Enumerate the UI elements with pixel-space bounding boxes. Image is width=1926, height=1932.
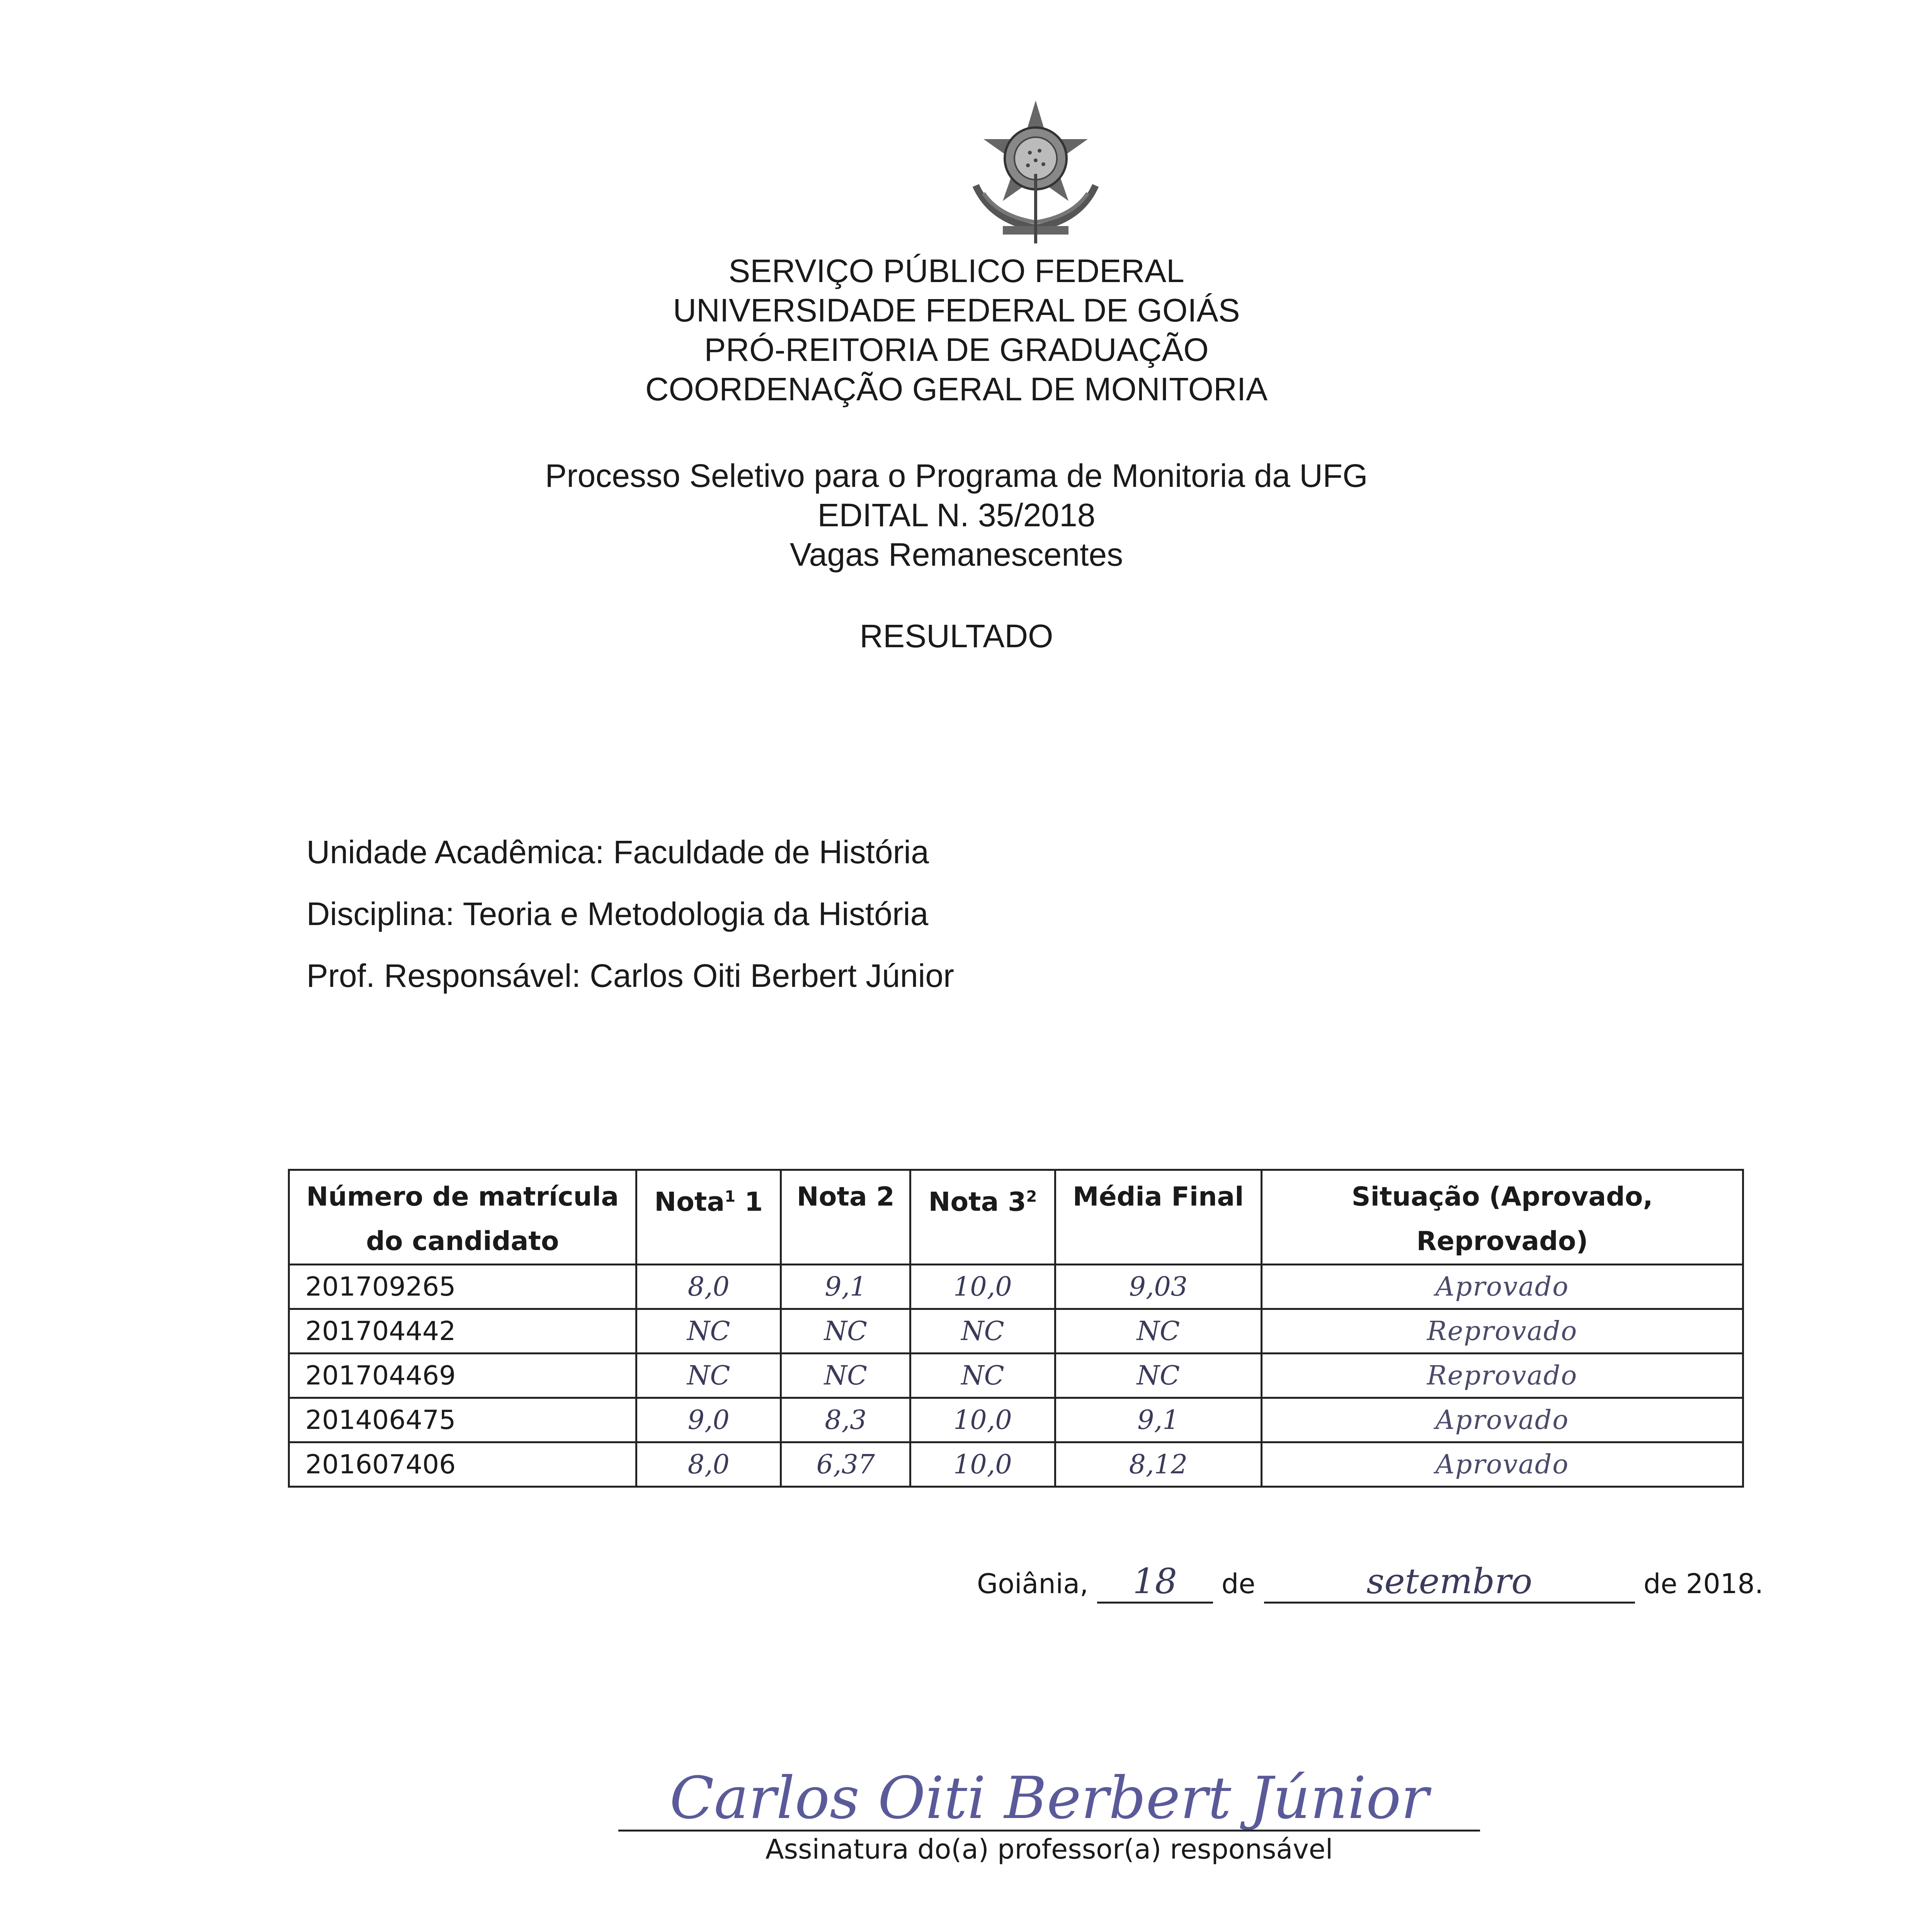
disciplina: Disciplina: Teoria e Metodologia da História: [306, 896, 929, 932]
header-nota3-label: Nota 3: [928, 1187, 1026, 1218]
cell-matricula: 201709265: [289, 1265, 636, 1309]
footnote-ref-2: 2: [1026, 1188, 1037, 1206]
cell-nota3: 10,0: [910, 1398, 1055, 1442]
table-row: [289, 1398, 1743, 1442]
header-situacao: Situação (Aprovado, Reprovado): [1261, 1170, 1743, 1265]
cell-matricula: 201704442: [289, 1309, 636, 1354]
table-row: [289, 1309, 1743, 1354]
date-month: setembro: [1366, 1561, 1533, 1602]
professor-responsavel: Prof. Responsável: Carlos Oiti Berbert Júnior: [306, 957, 954, 994]
cell-nota1: NC: [636, 1354, 781, 1398]
cell-nota3: 10,0: [910, 1265, 1055, 1309]
process-title: Processo Seletivo para o Programa de Monitoria da UFG: [545, 457, 1368, 494]
cell-matricula: 201607406: [289, 1442, 636, 1487]
cell-nota2: 8,3: [781, 1398, 910, 1442]
handwritten-signature: [618, 1762, 1480, 1830]
cell-situacao: Aprovado: [1261, 1265, 1743, 1309]
date-line: [977, 1561, 1763, 1604]
cell-nota3: 10,0: [910, 1442, 1055, 1487]
cell-nota2: 6,37: [781, 1442, 910, 1487]
date-month-blank: [1264, 1561, 1635, 1604]
cell-situacao: Reprovado: [1261, 1354, 1743, 1398]
process-info: [464, 456, 1449, 574]
cell-nota3: NC: [910, 1354, 1055, 1398]
cell-nota3: NC: [910, 1309, 1055, 1354]
cell-matricula: 201406475: [289, 1398, 636, 1442]
cell-media: 9,1: [1055, 1398, 1261, 1442]
coat-of-arms-emblem: [953, 97, 1119, 247]
cell-situacao: Aprovado: [1261, 1398, 1743, 1442]
cell-nota1: NC: [636, 1309, 781, 1354]
cell-media: 8,12: [1055, 1442, 1261, 1487]
header-nota1-label: Nota: [654, 1187, 725, 1218]
edital-number: EDITAL N. 35/2018: [817, 497, 1096, 533]
footnote-ref-1: 1: [725, 1188, 736, 1206]
table-row: [289, 1354, 1743, 1398]
cell-situacao: Aprovado: [1261, 1442, 1743, 1487]
cell-media: NC: [1055, 1309, 1261, 1354]
signature-line: [618, 1830, 1480, 1832]
header-line-3: PRÓ-REITORIA DE GRADUAÇÃO: [704, 332, 1209, 368]
cell-nota2: NC: [781, 1354, 910, 1398]
header-line-1: SERVIÇO PÚBLICO FEDERAL: [728, 253, 1184, 289]
cell-nota2: 9,1: [781, 1265, 910, 1309]
cell-nota1: 8,0: [636, 1442, 781, 1487]
date-day: 18: [1133, 1561, 1177, 1602]
table-row: [289, 1265, 1743, 1309]
header-line-2: UNIVERSIDADE FEDERAL DE GOIÁS: [673, 292, 1240, 328]
vagas-label: Vagas Remanescentes: [789, 536, 1123, 573]
table-row: [289, 1442, 1743, 1487]
header-media: Média Final: [1055, 1170, 1261, 1265]
header-line-4: COORDENAÇÃO GERAL DE MONITORIA: [645, 371, 1268, 407]
date-city: Goiânia,: [977, 1568, 1089, 1600]
cell-situacao: Reprovado: [1261, 1309, 1743, 1354]
date-year: de 2018.: [1643, 1568, 1764, 1600]
date-day-blank: [1097, 1561, 1213, 1604]
header-nota3: [910, 1170, 1055, 1265]
header-nota1-number: 1: [735, 1187, 763, 1218]
header-nota2: Nota 2: [781, 1170, 910, 1265]
header-nota1: [636, 1170, 781, 1265]
result-title: RESULTADO: [859, 618, 1053, 654]
course-info: [306, 821, 954, 1007]
cell-nota2: NC: [781, 1309, 910, 1354]
cell-media: NC: [1055, 1354, 1261, 1398]
unidade-academica: Unidade Acadêmica: Faculdade de História: [306, 834, 929, 870]
cell-nota1: 9,0: [636, 1398, 781, 1442]
cell-nota1: 8,0: [636, 1265, 781, 1309]
institution-header: [464, 251, 1449, 409]
date-de: de: [1221, 1568, 1256, 1600]
cell-matricula: 201704469: [289, 1354, 636, 1398]
table-header-row: [289, 1170, 1743, 1265]
cell-media: 9,03: [1055, 1265, 1261, 1309]
results-table: [288, 1169, 1744, 1488]
signature-label: Assinatura do(a) professor(a) responsável: [765, 1833, 1333, 1865]
signature-text: Carlos Oiti Berbert Júnior: [669, 1765, 1429, 1830]
header-matricula: Número de matrícula do candidato: [289, 1170, 636, 1265]
